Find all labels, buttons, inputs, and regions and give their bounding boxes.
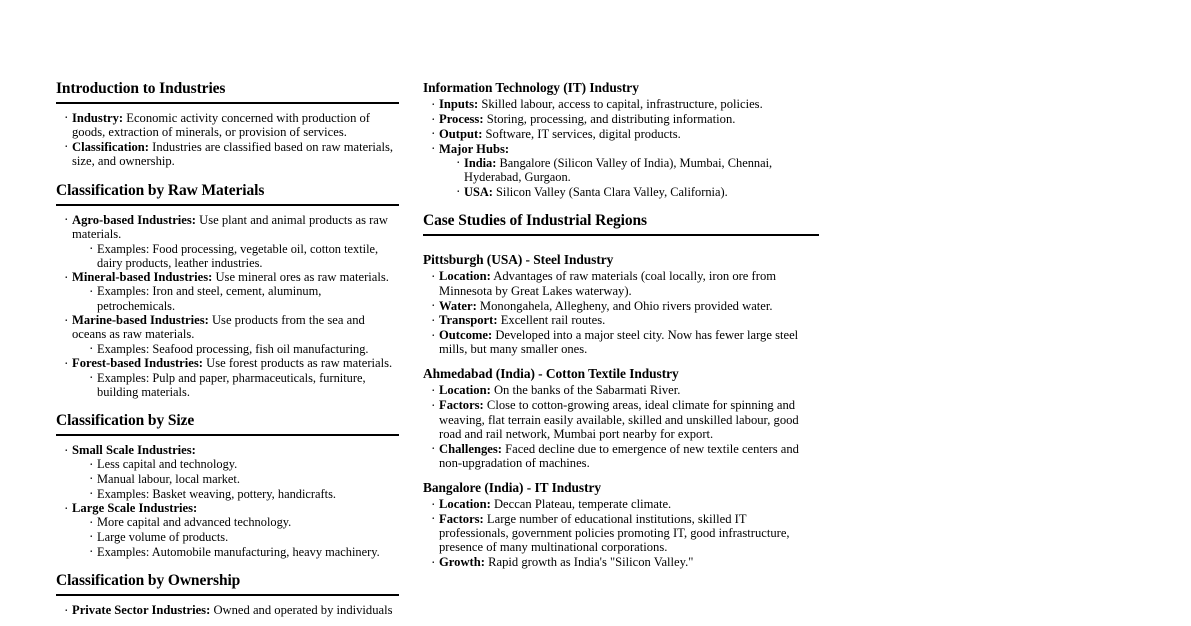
sub-bullet-list	[72, 457, 399, 500]
bullet-item	[431, 112, 819, 126]
bullet-text: Bangalore (Silicon Valley of India), Mumbai, Chennai, Hyderabad, Gurgaon.	[464, 155, 773, 185]
bullet-text: More capital and advanced technology.	[97, 515, 292, 530]
bullet-text: Use forest products as raw materials.	[206, 356, 393, 371]
bullet-item	[431, 269, 819, 298]
section-heading: Classification by Size	[56, 412, 195, 430]
heading-rule	[56, 204, 399, 206]
bullet-text: Silicon Valley (Santa Clara Valley, California).	[496, 184, 728, 199]
spacer	[423, 357, 819, 366]
bullet-text: Storing, processing, and distributing information.	[486, 112, 736, 127]
bullet-list	[423, 97, 819, 198]
sub-bullet-item	[89, 515, 399, 529]
bullet-item	[431, 497, 819, 511]
bullet-item	[64, 501, 399, 559]
bullet-item	[64, 443, 399, 501]
bullet-term: Major Hubs:	[439, 141, 510, 156]
bullet-term: USA:	[464, 184, 493, 199]
bullet-term: Factors:	[439, 511, 484, 526]
bullet-text: Software, IT services, digital products.	[485, 126, 681, 141]
bullet-text: Skilled labour, access to capital, infrastructure, policies.	[481, 97, 763, 112]
bullet-text: Excellent rail routes.	[500, 313, 606, 328]
bullet-text: Manual labour, local market.	[97, 471, 240, 486]
bullet-term: Mineral-based Industries:	[72, 270, 213, 285]
bullet-term: Water:	[439, 298, 477, 313]
section-heading: Classification by Ownership	[56, 572, 241, 590]
bullet-term: Classification:	[72, 139, 149, 154]
bullet-term: Output:	[439, 126, 483, 141]
bullet-list	[56, 443, 399, 559]
two-column-layout	[0, 80, 1191, 618]
bullet-text: Examples: Pulp and paper, pharmaceuticals, furniture, building materials.	[97, 370, 366, 399]
spacer	[423, 243, 819, 252]
subsection-heading: Information Technology (IT) Industry	[423, 80, 639, 95]
subsection-heading: Ahmedabad (India) - Cotton Textile Industry	[423, 366, 679, 382]
bullet-term: Private Sector Industries:	[72, 603, 211, 618]
bullet-term: Small Scale Industries:	[72, 443, 196, 458]
bullet-item	[64, 213, 399, 270]
bullet-item	[431, 127, 819, 141]
bullet-item	[431, 97, 819, 111]
bullet-text: Examples: Seafood processing, fish oil manufacturing.	[97, 341, 369, 356]
bullet-text: Faced decline due to emergence of new textile centers and non-upgradation of machines.	[439, 441, 799, 470]
bullet-text: Use mineral ores as raw materials.	[215, 270, 389, 285]
bullet-item	[431, 142, 819, 199]
bullet-item	[431, 383, 819, 397]
bullet-term: India:	[464, 155, 497, 170]
bullet-text: Use plant and animal products as raw materials.	[72, 212, 388, 242]
bullet-text: Advantages of raw materials (coal locally, iron ore from Minnesota by Great Lakes waterway).	[439, 269, 777, 298]
subsection-heading: Bangalore (India) - IT Industry	[423, 479, 602, 495]
left-column	[0, 80, 421, 618]
sub-bullet-item	[89, 342, 399, 356]
bullet-text: Large number of educational institutions, skilled IT professionals, government policies promoting IT, good infrastructure, presence of many multinational corporations.	[439, 511, 790, 555]
section-heading: Classification by Raw Materials	[56, 182, 265, 200]
sub-bullet-item	[89, 472, 399, 486]
bullet-term: Factors:	[439, 398, 484, 413]
bullet-text: Large volume of products.	[97, 529, 229, 544]
spacer	[56, 169, 399, 182]
sub-bullet-item	[89, 284, 399, 312]
sub-bullet-item	[89, 530, 399, 544]
sub-bullet-list	[72, 371, 399, 399]
bullet-item	[431, 442, 819, 471]
sub-bullet-list	[439, 156, 819, 199]
sub-bullet-item	[456, 185, 819, 199]
bullet-text: Deccan Plateau, temperate climate.	[493, 497, 672, 512]
bullet-item	[431, 398, 819, 441]
bullet-item	[64, 140, 399, 169]
bullet-term: Transport:	[439, 313, 498, 328]
heading-rule	[56, 102, 399, 104]
section-heading: Case Studies of Industrial Regions	[423, 212, 647, 230]
sub-bullet-list	[72, 342, 399, 356]
bullet-term: Large Scale Industries:	[72, 501, 198, 516]
bullet-text: Industries are classified based on raw materials, size, and ownership.	[72, 139, 394, 169]
bullet-text: Rapid growth as India's "Silicon Valley."	[488, 555, 694, 570]
bullet-text: Monongahela, Allegheny, and Ohio rivers provided water.	[479, 298, 773, 313]
bullet-item	[64, 603, 399, 617]
sub-bullet-item	[89, 545, 399, 559]
bullet-term: Outcome:	[439, 328, 493, 343]
bullet-term: Agro-based Industries:	[72, 212, 196, 227]
bullet-term: Location:	[439, 497, 491, 512]
sub-bullet-list	[72, 284, 399, 312]
bullet-item	[64, 270, 399, 312]
bullet-item	[431, 299, 819, 313]
bullet-text: Owned and operated by individuals	[213, 603, 393, 618]
bullet-item	[431, 328, 819, 357]
heading-rule	[56, 594, 399, 596]
bullet-item	[431, 555, 819, 569]
spacer	[56, 559, 399, 572]
bullet-term: Marine-based Industries:	[72, 313, 209, 328]
spacer	[423, 199, 819, 212]
bullet-text: Examples: Iron and steel, cement, aluminum, petrochemicals.	[97, 284, 322, 313]
bullet-term: Process:	[439, 112, 484, 127]
sub-bullet-item	[89, 242, 399, 270]
heading-rule	[56, 434, 399, 436]
bullet-item	[64, 356, 399, 398]
bullet-text: Economic activity concerned with production of goods, extraction of minerals, or provision of services.	[72, 110, 371, 140]
bullet-list	[56, 213, 399, 399]
bullet-list	[423, 497, 819, 569]
bullet-term: Location:	[439, 269, 491, 284]
spacer	[423, 471, 819, 480]
bullet-list	[56, 603, 399, 617]
bullet-term: Growth:	[439, 555, 485, 570]
sub-bullet-item	[89, 371, 399, 399]
bullet-text: Examples: Food processing, vegetable oil, cotton textile, dairy products, leather industries.	[97, 241, 379, 270]
bullet-list	[423, 269, 819, 356]
bullet-term: Location:	[439, 383, 491, 398]
subsection-heading: Pittsburgh (USA) - Steel Industry	[423, 252, 614, 268]
bullet-text: On the banks of the Sabarmati River.	[493, 383, 681, 398]
sub-bullet-list	[72, 515, 399, 558]
bullet-text: Developed into a major steel city. Now has fewer large steel mills, but many smaller ones.	[439, 328, 799, 357]
sub-bullet-list	[72, 242, 399, 270]
spacer	[56, 399, 399, 412]
bullet-text: Less capital and technology.	[97, 457, 238, 472]
bullet-text: Close to cotton-growing areas, ideal climate for spinning and weaving, flat terrain easily available, skilled and unskilled labour, good road and rail network, Mumbai port nearby for export.	[439, 398, 799, 441]
bullet-text: Examples: Automobile manufacturing, heavy machinery.	[97, 544, 380, 559]
bullet-item	[64, 313, 399, 356]
bullet-term: Inputs:	[439, 97, 479, 112]
bullet-term: Forest-based Industries:	[72, 356, 203, 371]
bullet-term: Challenges:	[439, 441, 502, 456]
section-heading: Introduction to Industries	[56, 80, 226, 97]
bullet-item	[431, 512, 819, 555]
heading-rule	[423, 234, 819, 236]
bullet-list	[56, 111, 399, 169]
right-column	[421, 80, 841, 570]
bullet-term: Industry:	[72, 110, 124, 125]
sub-bullet-item	[89, 457, 399, 471]
bullet-text: Use products from the sea and oceans as raw materials.	[72, 313, 365, 342]
sub-bullet-item	[456, 156, 819, 184]
bullet-list	[423, 383, 819, 470]
bullet-text: Examples: Basket weaving, pottery, handicrafts.	[97, 486, 337, 501]
bullet-item	[431, 313, 819, 327]
sub-bullet-item	[89, 487, 399, 501]
bullet-item	[64, 111, 399, 140]
